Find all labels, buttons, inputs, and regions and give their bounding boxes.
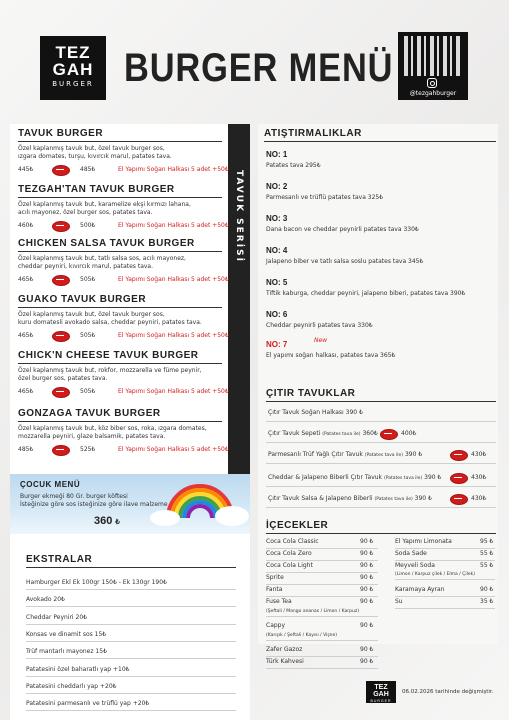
crispy-chicken-rule — [266, 401, 496, 402]
drink-price: 90 ₺ — [480, 586, 494, 593]
crispy-chicken-divider — [266, 486, 496, 487]
cloud-left — [150, 510, 180, 526]
coca-cola-badge-icon — [52, 165, 70, 176]
drink-name: Zafer Gazoz — [266, 646, 303, 653]
extra-item-divider — [26, 658, 236, 659]
onion-rings-offer: El Yapımı Soğan Halkası 5 adet +50₺ — [118, 222, 229, 229]
drink-divider — [395, 560, 495, 561]
drink-price: 90 ₺ — [360, 598, 374, 605]
kids-menu-desc-2: İsteğinize göre sos isteğinize göre ilave malzeme — [20, 501, 168, 508]
page-title: BURGER MENÜ — [124, 46, 394, 90]
onion-rings-offer: El Yapımı Soğan Halkası 5 adet +50₺ — [118, 332, 229, 339]
drink-price: 90 ₺ — [360, 586, 374, 593]
chicken-burger-desc: özel burger sos, patates tava. — [18, 375, 108, 382]
drink-flavors: (Karışık / Şeftali / Kayısı / Vişne) — [266, 633, 338, 638]
onion-rings-offer: El Yapımı Soğan Halkası 5 adet +50₺ — [118, 166, 229, 173]
crispy-chicken-name: Parmesanlı Trüf Yağlı Çıtır Tavuk — [268, 451, 363, 458]
qr-pattern — [404, 36, 462, 76]
chicken-burger-menu-price: 505₺ — [80, 388, 96, 395]
crispy-chicken-item — [268, 495, 432, 502]
crispy-chicken-price: 360₺ — [362, 430, 378, 437]
snack-number: NO: 7 — [266, 340, 288, 349]
extra-item-divider — [26, 676, 236, 677]
snack-number: NO: 4 — [266, 246, 288, 255]
drinks-rule — [266, 533, 496, 534]
chicken-burger-price: 465₺ — [18, 332, 34, 339]
onion-rings-offer: El Yapımı Soğan Halkası 5 adet +50₺ — [118, 276, 229, 283]
coca-cola-badge-icon — [450, 450, 468, 461]
drink-name: Coca Cola Classic — [266, 538, 319, 545]
coca-cola-badge-icon — [52, 221, 70, 232]
crispy-chicken-menu-price: 430₺ — [471, 474, 487, 481]
chicken-burger-rule — [18, 307, 222, 308]
snack-number: NO: 3 — [266, 214, 288, 223]
chicken-burger-desc: Özel kaplanmış tavuk but, özel tavuk burger sos, — [18, 145, 165, 152]
chicken-burger-price: 465₺ — [18, 276, 34, 283]
drink-flavors: (Şeftali / Mango ananas / Limon / Karpuz) — [266, 609, 359, 614]
extras-rule — [26, 567, 236, 568]
crispy-chicken-note: (Patates tava ile) — [322, 432, 361, 437]
brand-logo — [40, 36, 106, 100]
coca-cola-badge-icon — [52, 387, 70, 398]
drink-name: Coca Cola Zero — [266, 550, 312, 557]
crispy-chicken-name: Cheddar & Jalapeno Biberli Çıtır Tavuk — [268, 474, 383, 481]
chicken-burger-desc: ızgara domates, turşu, kıvırcık marul, patates tava. — [18, 153, 172, 160]
chicken-burger-menu-price: 505₺ — [80, 332, 96, 339]
footer-logo-line-2: GAH — [373, 691, 389, 698]
extra-item-divider — [26, 589, 236, 590]
chicken-burger-desc: acılı mayonez, özel burger sos, patates tava. — [18, 209, 153, 216]
drink-name: Sprite — [266, 574, 284, 581]
crispy-chicken-price: 390 ₺ — [404, 451, 423, 458]
chicken-burger-name: GONZAGA TAVUK BURGER — [18, 408, 161, 419]
drink-price: 90 ₺ — [360, 538, 374, 545]
crispy-chicken-menu-price: 400₺ — [401, 430, 417, 437]
drink-name: Soda Sade — [395, 550, 427, 557]
kids-price-value: 360 — [94, 515, 113, 527]
chicken-burger-price: 465₺ — [18, 388, 34, 395]
coca-cola-badge-icon — [52, 275, 70, 286]
chicken-burger-price: 445₺ — [18, 166, 34, 173]
drink-divider — [395, 579, 495, 580]
extra-item: Hamburger Ekl Ek 100gr 150₺ - Ek 130gr 190₺ — [26, 579, 167, 586]
crispy-chicken-note: (Patates tava ile) — [374, 497, 413, 502]
new-tag: New — [314, 337, 328, 344]
crispy-chicken-divider — [266, 463, 496, 464]
drink-name: Coca Cola Light — [266, 562, 313, 569]
chicken-burger-name: TAVUK BURGER — [18, 128, 104, 139]
chicken-burger-menu-price: 485₺ — [80, 166, 96, 173]
footer-date-note: 06.02.2026 tarihinde değişmiştir. — [402, 689, 494, 695]
kids-price-currency: ₺ — [115, 519, 120, 526]
chicken-burger-desc: kuru domatesli avokado salsa, cheddar peyniri, patates tava. — [18, 319, 202, 326]
drink-name: Türk Kahvesi — [266, 658, 304, 665]
extra-item-divider — [26, 606, 236, 607]
crispy-chicken-title: ÇITIR TAVUKLAR — [266, 388, 356, 399]
extra-item: Konsas ve dinamit sos 15₺ — [26, 630, 107, 638]
chicken-burger-rule — [18, 251, 222, 252]
logo-line-1: TEZ — [55, 43, 91, 62]
drink-name: Cappy — [266, 622, 286, 629]
drink-price: 95 ₺ — [480, 538, 494, 545]
drink-divider — [266, 640, 378, 641]
crispy-chicken-menu-price: 430₺ — [471, 495, 487, 502]
drink-price: 35 ₺ — [480, 598, 494, 605]
chicken-burger-name: CHICK'N CHEESE TAVUK BURGER — [18, 350, 199, 361]
chicken-burger-price: 485₺ — [18, 446, 34, 453]
coca-cola-badge-icon — [450, 473, 468, 484]
chicken-burger-menu-price: 500₺ — [80, 222, 96, 229]
chicken-burger-name: GUAKO TAVUK BURGER — [18, 294, 147, 305]
chicken-burger-desc: mozzarella peyniri, glaze balsamik, patates tava. — [18, 433, 166, 440]
drink-price: 90 ₺ — [360, 646, 374, 653]
coca-cola-badge-icon — [52, 331, 70, 342]
chicken-burger-rule — [18, 421, 222, 422]
crispy-chicken-item — [268, 409, 363, 416]
extra-item-divider — [26, 641, 236, 642]
coca-cola-badge-icon — [52, 445, 70, 456]
chicken-burger-name: TEZGAH'TAN TAVUK BURGER — [18, 184, 175, 195]
drink-divider — [266, 616, 378, 617]
chicken-burger-rule — [18, 363, 222, 364]
logo-line-2: GAH — [52, 60, 94, 79]
drink-divider — [266, 560, 378, 561]
chicken-burger-desc: cheddar peyniri, kıvırcık marul, patates tava. — [18, 263, 153, 270]
onion-rings-offer: El Yapımı Soğan Halkası 5 adet +50₺ — [118, 388, 229, 395]
drink-name: Meyveli Soda — [395, 562, 435, 569]
snack-desc: El yapımı soğan halkası, patates tava 365₺ — [266, 352, 396, 359]
footer-logo-line-3: BURGER — [370, 699, 392, 703]
snack-desc: Tiftik kaburga, cheddar peyniri, jalapeno biberi, patates tava 390₺ — [266, 290, 466, 297]
chicken-burger-desc: Özel kaplanmış tavuk but, tatlı salsa sos, acılı mayonez, — [18, 255, 186, 262]
drink-divider — [395, 548, 495, 549]
crispy-chicken-menu-price: 430₺ — [471, 451, 487, 458]
crispy-chicken-item — [268, 474, 441, 481]
extra-item-divider — [26, 624, 236, 625]
drinks-title: İÇECEKLER — [266, 520, 329, 531]
extra-item: Trüf mantarlı mayonez 15₺ — [26, 648, 107, 656]
extra-item: Patatesini özel baharatlı yap +10₺ — [26, 665, 130, 673]
drink-divider — [266, 668, 378, 669]
chicken-burger-desc: Özel kaplanmış tavuk but, rokfor, mozzarella ve füme peynir, — [18, 367, 202, 374]
extra-item-divider — [26, 710, 236, 711]
extra-item-divider — [26, 693, 236, 694]
crispy-chicken-price: 390 ₺ — [345, 409, 363, 416]
drink-divider — [395, 596, 495, 597]
chicken-burger-price: 460₺ — [18, 222, 34, 229]
kids-menu-desc-1: Burger ekmeği 80 Gr. burger köftesi — [20, 493, 128, 500]
chicken-burger-rule — [18, 141, 222, 142]
chicken-burger-desc: Özel kaplanmış tavuk but, köz biber sos, roka, ızgara domates, — [18, 425, 207, 432]
drink-divider — [266, 656, 378, 657]
drink-price: 90 ₺ — [360, 574, 374, 581]
crispy-chicken-price: 390 ₺ — [414, 495, 432, 502]
chicken-burger-desc: Özel kaplanmış tavuk but, özel tavuk burger sos, — [18, 311, 165, 318]
drink-flavors: (Limon / Karpuz çilek / Elma / Çilek) — [395, 572, 475, 577]
drink-name: Fanta — [266, 586, 283, 593]
drink-divider — [266, 596, 378, 597]
crispy-chicken-name: Çıtır Tavuk Soğan Halkası — [268, 409, 344, 416]
crispy-chicken-item — [268, 430, 378, 437]
drink-price: 90 ₺ — [360, 658, 374, 665]
snack-number: NO: 1 — [266, 150, 288, 159]
crispy-chicken-price: 390 ₺ — [424, 474, 442, 481]
drink-name: Fuse Tea — [266, 598, 292, 605]
chicken-burger-menu-price: 525₺ — [80, 446, 96, 453]
chicken-burger-menu-price: 505₺ — [80, 276, 96, 283]
kids-menu-title: ÇOCUK MENÜ — [20, 480, 81, 489]
crispy-chicken-divider — [266, 421, 496, 422]
snack-desc: Patates tava 295₺ — [266, 162, 321, 169]
crispy-chicken-note: (Patates tava ile) — [383, 476, 423, 481]
crispy-chicken-note: (Patates tava ile) — [364, 453, 404, 458]
category-band-label: TAVUK SERİSİ — [234, 170, 244, 263]
drink-price: 90 ₺ — [360, 622, 374, 629]
snack-number: NO: 6 — [266, 310, 288, 319]
footer-logo — [366, 681, 396, 703]
instagram-icon — [427, 78, 437, 88]
snack-desc: Parmesanlı ve trüflü patates tava 325₺ — [266, 194, 384, 201]
snacks-rule — [264, 141, 496, 142]
drink-price: 90 ₺ — [360, 562, 374, 569]
qr-code[interactable] — [398, 32, 468, 100]
drink-divider — [266, 548, 378, 549]
chicken-burger-name: CHICKEN SALSA TAVUK BURGER — [18, 238, 195, 249]
coca-cola-badge-icon — [380, 429, 398, 440]
instagram-handle: @tezgahburger — [409, 90, 457, 97]
drink-name: Su — [395, 598, 403, 605]
cloud-right — [215, 506, 249, 526]
onion-rings-offer: El Yapımı Soğan Halkası 5 adet +50₺ — [118, 446, 229, 453]
footer-logo-line-1: TEZ — [374, 684, 388, 691]
snack-desc: Jalapeno biber ve tatlı salsa soslu patates tava 345₺ — [266, 258, 424, 265]
drink-price: 55 ₺ — [480, 550, 494, 557]
chicken-burger-desc: Özel kaplanmış tavuk but, karamelize ekşi kırmızı lahana, — [18, 201, 191, 208]
extras-title: EKSTRALAR — [26, 554, 93, 565]
crispy-chicken-name: Çıtır Tavuk Sepeti — [268, 430, 321, 437]
snack-number: NO: 5 — [266, 278, 288, 287]
chicken-burger-rule — [18, 197, 222, 198]
drink-name: Karamaya Ayran — [395, 586, 445, 593]
drink-price: 55 ₺ — [480, 562, 494, 569]
crispy-chicken-item — [268, 451, 422, 458]
extra-item: Patatesini parmesanlı ve trüflü yap +20₺ — [26, 700, 150, 708]
drink-divider — [266, 572, 378, 573]
logo-line-3: BURGER — [52, 80, 94, 88]
crispy-chicken-name: Çıtır Tavuk Salsa & Jalapeno Biberli — [268, 495, 373, 502]
drink-price: 90 ₺ — [360, 550, 374, 557]
crispy-chicken-divider — [266, 507, 496, 508]
crispy-chicken-divider — [266, 442, 496, 443]
snack-desc: Dana bacon ve cheddar peynirli patates tava 330₺ — [266, 226, 419, 233]
snack-desc: Cheddar peynirli patates tava 330₺ — [266, 322, 373, 329]
snack-number: NO: 2 — [266, 182, 288, 191]
snacks-title: ATIŞTIRMALIKLAR — [264, 128, 362, 139]
extra-item: Avokado 20₺ — [26, 596, 65, 604]
extra-item: Cheddar Peyniri 20₺ — [26, 613, 87, 621]
extra-item: Patatesini cheddarlı yap +20₺ — [26, 682, 117, 690]
drink-divider — [266, 584, 378, 585]
drink-divider — [395, 608, 495, 609]
drink-name: El Yapımı Limonata — [395, 538, 452, 545]
kids-menu-price — [94, 515, 120, 527]
coca-cola-badge-icon — [450, 494, 468, 505]
